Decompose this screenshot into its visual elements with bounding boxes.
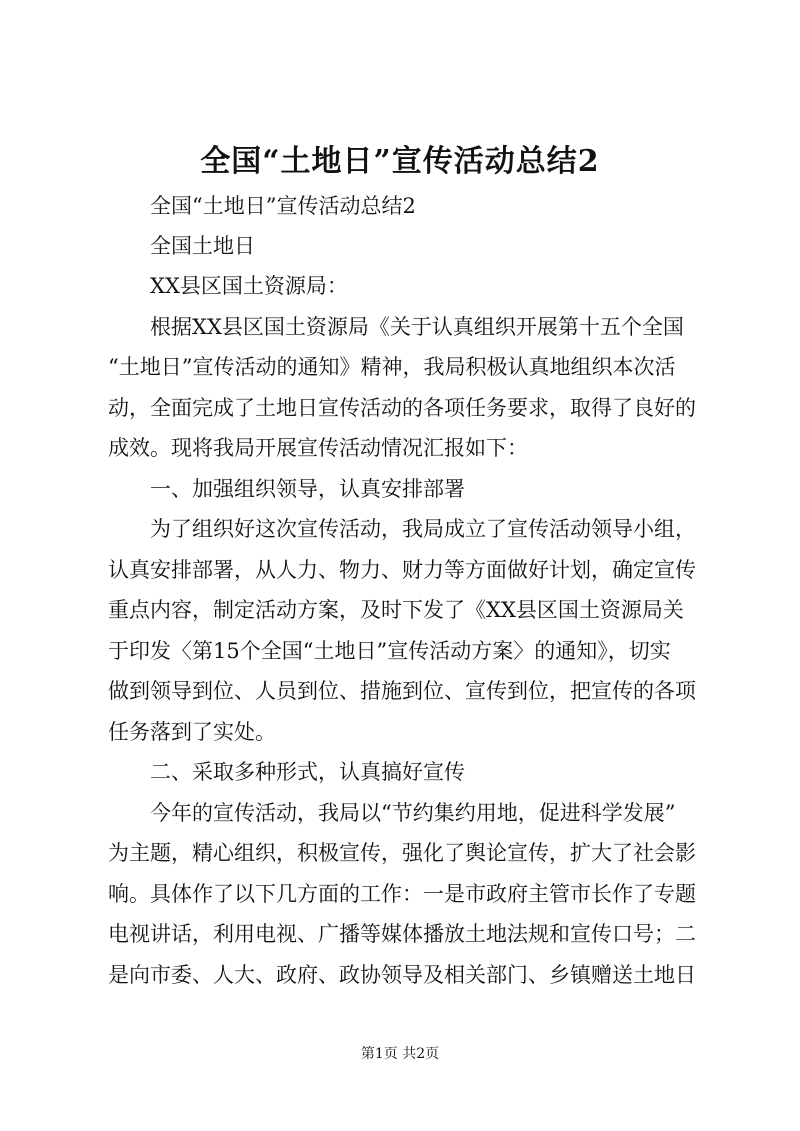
section-heading: 二、采取多种形式，认真搞好宣传 — [108, 760, 465, 784]
body-line: 电视讲话，利用电视、广播等媒体播放土地法规和宣传口号；二 — [108, 922, 696, 946]
body-line: 全国土地日 — [108, 234, 255, 258]
body-line: 重点内容，制定活动方案，及时下发了《XX县区国土资源局关 — [108, 598, 684, 622]
body-line: 为了组织好这次宣传活动，我局成立了宣传活动领导小组， — [108, 517, 696, 541]
page-footer: 第1页 共2页 — [360, 1046, 440, 1062]
body-line: 于印发〈第15个全国“土地日”宣传活动方案〉的通知》，切实 — [108, 639, 671, 663]
body-line: 是向市委、人大、政府、政协领导及相关部门、乡镇赠送土地日 — [108, 963, 696, 987]
body-line: 认真安排部署，从人力、物力、财力等方面做好计划，确定宣传 — [108, 558, 696, 582]
body-line: 根据XX县区国土资源局《关于认真组织开展第十五个全国 — [108, 315, 684, 339]
body-line: 成效。现将我局开展宣传活动情况汇报如下： — [108, 436, 528, 460]
body-line: 全国“土地日”宣传活动总结2 — [108, 194, 416, 218]
body-line: XX县区国土资源局： — [108, 274, 348, 298]
page-title: 全国“土地日”宣传活动总结2 — [200, 144, 600, 179]
body-line: 为主题，精心组织，积极宣传，强化了舆论宣传，扩大了社会影 — [108, 841, 696, 865]
body-line: “土地日”宣传活动的通知》精神，我局积极认真地组织本次活 — [108, 355, 676, 379]
body-line: 做到领导到位、人员到位、措施到位、宣传到位，把宣传的各项 — [108, 679, 696, 703]
section-heading: 一、加强组织领导，认真安排部署 — [108, 477, 465, 501]
body-line: 响。具体作了以下几方面的工作：一是市政府主管市长作了专题 — [108, 882, 696, 906]
body-line: 任务落到了实处。 — [108, 720, 276, 744]
body-line: 今年的宣传活动，我局以“节约集约用地，促进科学发展” — [108, 801, 676, 825]
body-line: 动，全面完成了土地日宣传活动的各项任务要求，取得了良好的 — [108, 396, 696, 420]
